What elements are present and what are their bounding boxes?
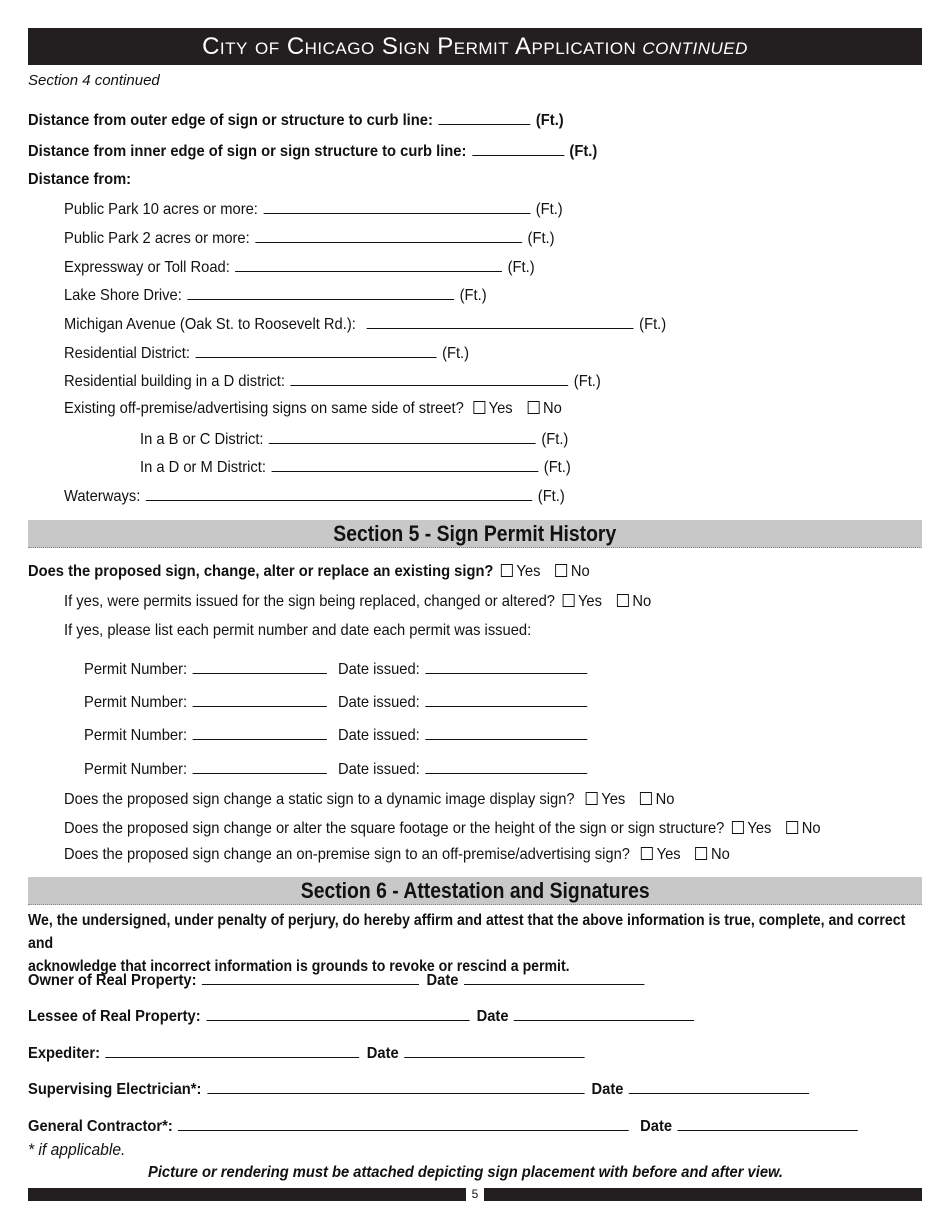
label: Michigan Avenue (Oak St. to Roosevelt Rd.): <box>64 316 356 333</box>
permit-row-2 <box>84 692 593 712</box>
label: Supervising Electrician*: <box>28 1081 202 1098</box>
permits-issued-no-checkbox[interactable] <box>617 594 629 607</box>
row-residential <box>64 343 469 363</box>
unit: (Ft.) <box>527 230 555 247</box>
yes-label: Yes <box>516 563 541 580</box>
michigan-field[interactable] <box>367 314 634 329</box>
row-outer-edge <box>28 110 564 130</box>
expediter-date-field[interactable] <box>404 1043 584 1058</box>
permit-number-field-3[interactable] <box>193 725 327 740</box>
unit: (Ft.) <box>569 143 598 160</box>
header-title: City of Chicago Sign Permit Application <box>202 32 637 60</box>
row-replace-existing <box>28 563 590 581</box>
replace-no-checkbox[interactable] <box>555 564 567 577</box>
permits-issued-yes-checkbox[interactable] <box>562 594 574 607</box>
row-b-or-c <box>140 429 568 449</box>
yes-label: Yes <box>656 846 681 863</box>
date-label: Date <box>426 972 459 989</box>
expediter-signature-field[interactable] <box>106 1043 360 1058</box>
label: Expediter: <box>28 1045 100 1062</box>
label: Lessee of Real Property: <box>28 1008 201 1025</box>
b-or-c-field[interactable] <box>269 429 536 444</box>
yes-label: Yes <box>577 593 602 610</box>
yes-label: Yes <box>747 820 772 837</box>
unit: (Ft.) <box>459 287 487 304</box>
attestation-line-1: We, the undersigned, under penalty of perjury, do hereby affirm and attest that the above information is true, complete, and correct and <box>28 912 906 952</box>
date-label: Date <box>476 1008 509 1025</box>
row-d-or-m <box>140 457 571 477</box>
row-park-2 <box>64 228 555 248</box>
static-dynamic-yes-checkbox[interactable] <box>586 792 598 805</box>
label: Residential building in a D district: <box>64 373 285 390</box>
label: If yes, were permits issued for the sign being replaced, changed or altered? <box>64 593 555 610</box>
date-issued-label: Date issued: <box>337 661 420 678</box>
row-existing-signs <box>64 400 562 418</box>
existing-signs-yes-checkbox[interactable] <box>473 401 485 414</box>
res-building-field[interactable] <box>290 371 568 386</box>
label: If yes, please list each permit number and date each permit was issued: <box>64 622 532 639</box>
permit-row-4 <box>84 759 593 779</box>
label: In a B or C District: <box>140 431 264 448</box>
yes-label: Yes <box>601 791 626 808</box>
permit-number-label: Permit Number: <box>84 761 188 778</box>
inner-edge-field[interactable] <box>472 141 564 156</box>
label: Distance from: <box>28 171 132 188</box>
date-issued-field-3[interactable] <box>425 725 587 740</box>
label: Owner of Real Property: <box>28 972 197 989</box>
square-footage-yes-checkbox[interactable] <box>732 821 744 834</box>
row-permits-issued <box>64 593 651 611</box>
no-label: No <box>632 593 652 610</box>
list-instruction <box>64 622 531 640</box>
page-header <box>28 28 922 65</box>
waterways-field[interactable] <box>146 486 532 501</box>
label: Does the proposed sign change or alter the square footage or the height of the sign or sign structure? <box>64 820 725 837</box>
row-static-dynamic <box>64 791 674 809</box>
label: Existing off-premise/advertising signs on same side of street? <box>64 400 464 417</box>
picture-note <box>148 1164 783 1182</box>
label: Does the proposed sign change a static sign to a dynamic image display sign? <box>64 791 575 808</box>
permit-number-label: Permit Number: <box>84 661 188 678</box>
electrician-signature-field[interactable] <box>207 1079 584 1094</box>
label: Waterways: <box>64 488 141 505</box>
expressway-field[interactable] <box>235 257 502 272</box>
section-4-continued-label: Section 4 continued <box>28 72 160 89</box>
yes-label: Yes <box>488 400 513 417</box>
label: Distance from outer edge of sign or structure to curb line: <box>28 112 433 129</box>
existing-signs-no-checkbox[interactable] <box>527 401 539 414</box>
section-5-header <box>28 520 922 548</box>
distance-from-heading <box>28 171 131 189</box>
date-issued-label: Date issued: <box>337 694 420 711</box>
date-label: Date <box>640 1118 673 1135</box>
permit-number-field-4[interactable] <box>193 759 327 774</box>
no-label: No <box>801 820 821 837</box>
row-expressway <box>64 257 535 277</box>
row-waterways <box>64 486 565 506</box>
owner-date-field[interactable] <box>464 970 644 985</box>
page-number: 5 <box>466 1186 484 1203</box>
unit: (Ft.) <box>535 201 563 218</box>
outer-edge-field[interactable] <box>438 110 530 125</box>
label: Lake Shore Drive: <box>64 287 182 304</box>
unit: (Ft.) <box>541 431 569 448</box>
date-label: Date <box>366 1045 399 1062</box>
row-square-footage <box>64 820 821 838</box>
permit-row-1 <box>84 659 593 679</box>
unit: (Ft.) <box>543 459 571 476</box>
no-label: No <box>655 791 675 808</box>
permit-number-label: Permit Number: <box>84 727 188 744</box>
row-expediter <box>28 1043 590 1063</box>
row-lessee <box>28 1006 700 1026</box>
permit-number-field-1[interactable] <box>193 659 327 674</box>
row-owner <box>28 970 650 990</box>
park-10-field[interactable] <box>263 199 530 214</box>
label: Residential District: <box>64 345 190 362</box>
row-on-off-premise <box>64 846 730 864</box>
section-5-title: Section 5 - Sign Permit History <box>333 520 617 546</box>
header-continued: continued <box>642 32 748 60</box>
no-label: No <box>543 400 562 417</box>
date-issued-field-2[interactable] <box>425 692 587 707</box>
section-6-title: Section 6 - Attestation and Signatures <box>300 877 650 903</box>
row-inner-edge <box>28 141 597 161</box>
date-issued-label: Date issued: <box>337 761 420 778</box>
label: In a D or M District: <box>140 459 266 476</box>
lake-shore-field[interactable] <box>187 285 454 300</box>
label: Distance from inner edge of sign or sign structure to curb line: <box>28 143 467 160</box>
label: Does the proposed sign, change, alter or replace an existing sign? <box>28 563 494 580</box>
lessee-signature-field[interactable] <box>206 1006 469 1021</box>
contractor-signature-field[interactable] <box>178 1116 629 1131</box>
label: Does the proposed sign change an on-premise sign to an off-premise/advertising sign? <box>64 846 630 863</box>
label: Picture or rendering must be attached depicting sign placement with before and after view. <box>148 1164 784 1181</box>
date-issued-label: Date issued: <box>337 727 420 744</box>
no-label: No <box>711 846 730 863</box>
label: Public Park 10 acres or more: <box>64 201 258 218</box>
row-lake-shore <box>64 285 487 305</box>
label: * if applicable. <box>28 1140 126 1159</box>
row-contractor <box>28 1116 863 1136</box>
permit-number-field-2[interactable] <box>193 692 327 707</box>
d-or-m-field[interactable] <box>271 457 538 472</box>
lessee-date-field[interactable] <box>514 1006 694 1021</box>
contractor-date-field[interactable] <box>678 1116 858 1131</box>
row-electrician <box>28 1079 815 1099</box>
static-dynamic-no-checkbox[interactable] <box>640 792 652 805</box>
if-applicable-note <box>28 1140 125 1160</box>
replace-yes-checkbox[interactable] <box>501 564 513 577</box>
section-6-header <box>28 877 922 905</box>
label: Expressway or Toll Road: <box>64 259 230 276</box>
row-park-10 <box>64 199 563 219</box>
owner-signature-field[interactable] <box>202 970 419 985</box>
on-off-premise-yes-checkbox[interactable] <box>641 847 653 860</box>
date-issued-field-1[interactable] <box>425 659 587 674</box>
permit-row-3 <box>84 725 593 745</box>
permit-number-label: Permit Number: <box>84 694 188 711</box>
electrician-date-field[interactable] <box>629 1079 809 1094</box>
park-2-field[interactable] <box>255 228 522 243</box>
attestation-text <box>28 909 920 978</box>
residential-field[interactable] <box>196 343 437 358</box>
square-footage-no-checkbox[interactable] <box>786 821 798 834</box>
unit: (Ft.) <box>573 373 601 390</box>
label: Public Park 2 acres or more: <box>64 230 250 247</box>
unit: (Ft.) <box>639 316 667 333</box>
unit: (Ft.) <box>442 345 470 362</box>
unit: (Ft.) <box>535 112 564 129</box>
attestation-line-2: acknowledge that incorrect information is grounds to revoke or rescind a permit. <box>28 958 570 975</box>
date-issued-field-4[interactable] <box>425 759 587 774</box>
unit: (Ft.) <box>537 488 565 505</box>
on-off-premise-no-checkbox[interactable] <box>695 847 707 860</box>
row-michigan <box>64 314 666 334</box>
row-res-building <box>64 371 601 391</box>
date-label: Date <box>591 1081 624 1098</box>
no-label: No <box>570 563 590 580</box>
label: General Contractor*: <box>28 1118 173 1135</box>
unit: (Ft.) <box>507 259 535 276</box>
